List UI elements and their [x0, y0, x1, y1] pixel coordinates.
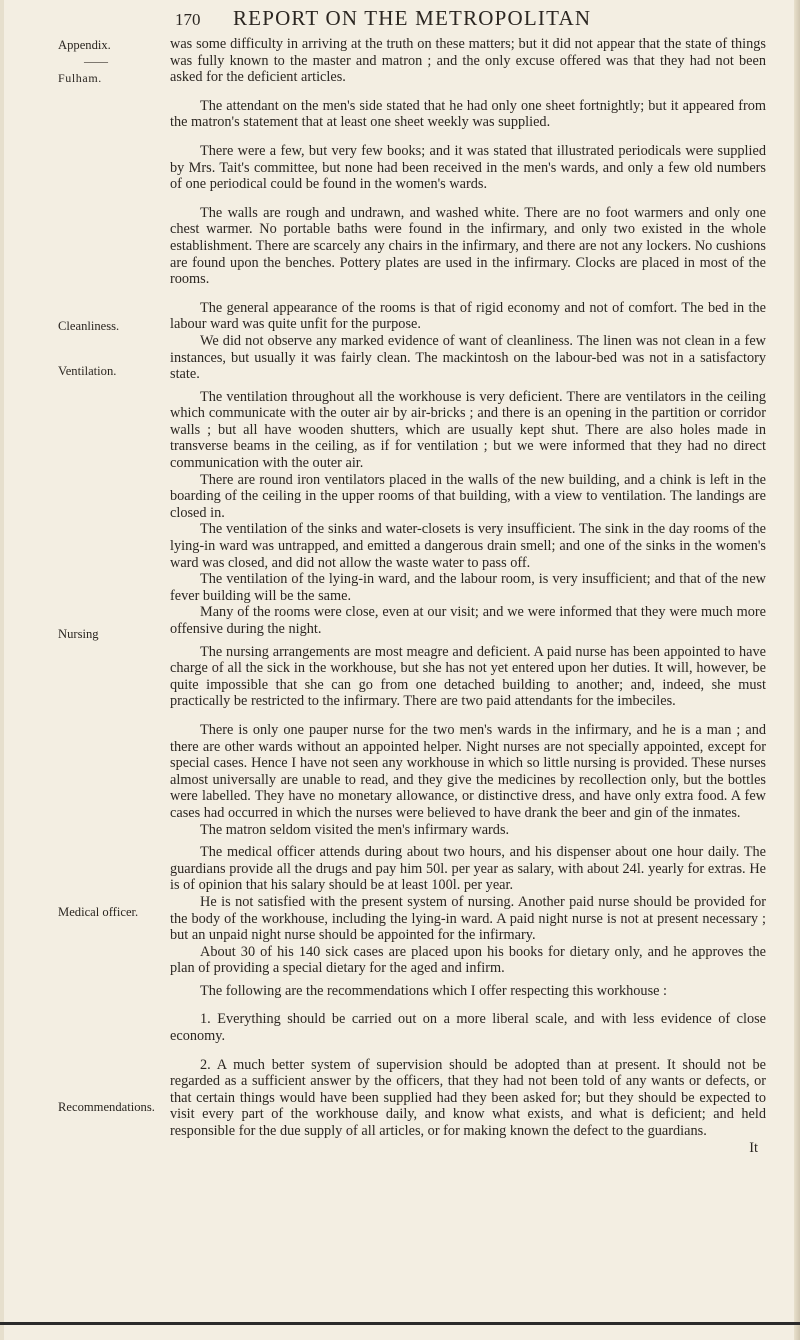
margin-dash: ——: [84, 54, 108, 68]
body-text: [170, 36, 766, 1156]
margin-fulham: Fulham.: [58, 71, 102, 85]
paragraph: was some difficulty in arriving at the truth on these matters; but it did not appear that the state of things was fully known to the master and matron ; and the only excuse offered was that they had not been asked for the deficient articles.: [170, 36, 766, 86]
paragraph: The ventilation of the sinks and water-closets is very insufficient. The sink in the day rooms of the lying-in ward was untrapped, and emitted a dangerous drain smell; and one of the sinks in the women's ward was closed, and did not allow the waste water to pass off.: [170, 521, 766, 571]
paragraph: The ventilation throughout all the workhouse is very deficient. There are ventilators in the ceiling which communicate with the outer air by air-bricks ; and there is an opening in the partition or corridor walls ; but all have wooden shutters, which are usually kept shut. There are also holes made in transverse beams in the ceiling, as if for ventilation ; but we were informed that they had no direct communication with the outer air.: [170, 388, 766, 472]
paragraph: The medical officer attends during about two hours, and his dispenser about one hour daily. The guardians provide all the drugs and pay him 50l. per year as salary, with about 24l. yearly for extras. He is of opinion that his salary should be at least 100l. per year.: [170, 844, 766, 894]
margin-appendix: Appendix.: [58, 38, 111, 52]
running-title: REPORT ON THE METROPOLITAN: [232, 6, 592, 30]
paragraph: There are round iron ventilators placed in the walls of the new building, and a chink is left in the boarding of the ceiling in the upper rooms of that building, with a view to ventilation. The landings are closed in.: [170, 471, 766, 521]
running-header: [175, 6, 755, 31]
margin-nursing: Nursing: [58, 627, 99, 641]
paragraph: The general appearance of the rooms is that of rigid economy and not of comfort. The bed in the labour ward was quite unfit for the purpose.: [170, 299, 766, 333]
paragraph: The following are the recommendations which I offer respecting this workhouse :: [200, 982, 668, 999]
page-number: 170: [175, 10, 201, 29]
margin-cleanliness: Cleanliness.: [58, 319, 120, 333]
paragraph: The ventilation of the lying-in ward, and the labour room, is very insufficient; and that of the new fever building will be the same.: [170, 571, 766, 604]
bottom-rule: [0, 1322, 800, 1325]
paragraph: He is not satisfied with the present system of nursing. Another paid nurse should be provided for the body of the workhouse, including the lying-in ward. A paid night nurse is not at present necessary ; but an unpaid night nurse should be appointed for the infirmary.: [170, 893, 766, 944]
page-left-edge: [0, 0, 4, 1340]
paragraph: The walls are rough and undrawn, and washed white. There are no foot warmers and only one chest warmer. No portable baths were found in the infirmary, and only two existed in the whole establishment. There are scarcely any chairs in the infirmary, and there are not any lockers. No cushions are found upon the benches. Pottery plates are used in the infirmary. Clocks are placed in most of the rooms.: [170, 204, 766, 288]
paragraph: We did not observe any marked evidence of want of cleanliness. The linen was not clean in a few instances, but usually it was fairly clean. The mackintosh on the labour-bed was not in a satisfactory state.: [170, 332, 766, 383]
paragraph: There is only one pauper nurse for the two men's wards in the infirmary, and he is a man ; and there are other wards without an appointed helper. Night nurses are not specially appointed, except for special cases. Hence I have not seen any workhouse in which so little nursing is provided. These nurses almost universally are unable to read, and they give the medicines by recollection only, but the bottles were labelled. They have no monetary allowance, or distinctive dress, and have only extra food. A few cases had occurred in which the nurses were believed to have drank the beer and gin of the inmates.: [170, 721, 766, 821]
margin-ventilation: Ventilation.: [58, 364, 117, 378]
paragraph: The attendant on the men's side stated that he had only one sheet fortnightly; but it appeared from the matron's statement that at least one sheet weekly was supplied.: [170, 97, 766, 131]
margin-medical-officer: Medical officer.: [58, 905, 139, 919]
page-right-edge: [794, 0, 800, 1340]
paragraph: Many of the rooms were close, even at our visit; and we were informed that they were much more offensive during the night.: [170, 604, 766, 637]
recommendation-item: 1. Everything should be carried out on a more liberal scale, and with less evidence of close economy.: [170, 1011, 766, 1045]
paragraph: About 30 of his 140 sick cases are placed upon his books for dietary only, and he approves the plan of providing a special dietary for the aged and infirm.: [170, 943, 766, 977]
recommendation-item: 2. A much better system of supervision should be adopted than at present. It should not be regarded as a sufficient answer by the officers, that they had not been told of any wants or defects, or that certain things would have been supplied had they been asked for; but they should be expected to visit every part of the workhouse daily, and know what exists, and what is deficient; and held responsible for the due supply of all articles, or for making known the defect to the guardians.: [170, 1056, 766, 1140]
margin-recommendations: Recommendations.: [58, 1100, 155, 1114]
catchword: It: [749, 1139, 758, 1156]
paragraph: The matron seldom visited the men's infirmary wards.: [200, 821, 510, 838]
paragraph: The nursing arrangements are most meagre and deficient. A paid nurse has been appointed to have charge of all the sick in the workhouse, but she has not yet entered upon her duties. It will, however, be quite impossible that she can go from one detached building to another; and, indeed, she must practically be restricted to the infirmary. There are two paid attendants for the imbeciles.: [170, 643, 766, 710]
paragraph: There were a few, but very few books; and it was stated that illustrated periodicals were supplied by Mrs. Tait's committee, but none had been received in the men's wards, and only a few old numbers of one periodical could be found in the women's wards.: [170, 142, 766, 193]
